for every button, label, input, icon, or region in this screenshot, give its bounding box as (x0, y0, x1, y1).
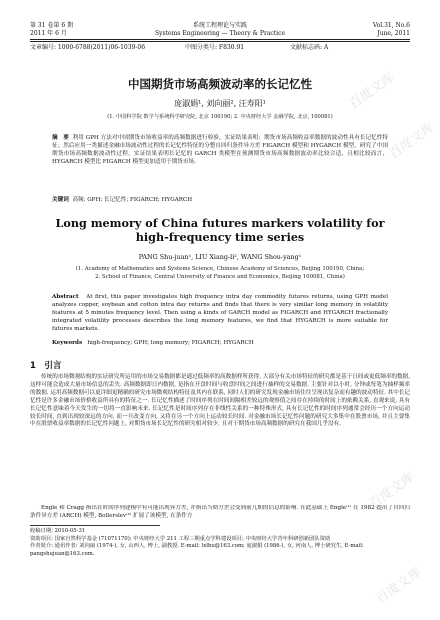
keywords-en-label: Keywords (52, 340, 83, 346)
article-number: 文章编号: 1000-6788(2011)06-1039-06 (30, 44, 146, 51)
intro-paragraph-1: 传统的市场微观结构的实证研究所运用的市场交易数据都是通过低频率的高数据样所获得, 大部分有关市场特征的研究都是基于日间或更低频率的数据, 这样可能会造成大量市场信息的丢失. 高频数据即日内数据, 是指在开盘时间与收盘时间之间进行抽样的交易数据. 主要针对以小时, 分钟或每笔为抽样频率的数据. 运用高频数据可以更详细更精确的研究市场微观结构特征及其内在联系, 同时人们的研究发现金融市场往往呈现出复杂而有趣的波动特征. 其中长记忆性是许多金融市场价格收益所具有的特征之一. 长记忆性描述了时间序列在时间间隔相差较远的观察值之间存在持续的时间上的依赖关系, 直观来说, 具有长记忆性意味着今天发生的一切将一直影响未来. 长记忆性是时间序列存在非线性关系的一种特殊形式, 具有长记忆性的时间序列通常会经历一个方向运动较长时间, 直到出现较深远的方向, 而一旦改变方向, 又将在另一个方向上运动较长时间. 对金融市场长记忆性问题的研究大多集中在股票市场, 并且主要集中在股票收益率数据的长记忆性问题上, 对期货市场长记忆性的研究相对较少, 且对于期货市场高频数据的研究在我国几乎没有. (30, 374, 410, 428)
header-journal-en: Systems Engineering — Theory & Practice (154, 30, 286, 37)
classification-number: 中图分类号: F830.91 (185, 44, 245, 51)
footnote-author: 作者简介: 通讯作者: 刘向丽 (1974-), 女, 山西人, 博士, 副教授. E-mail: lxlbu@163.com; 庞淑娟 (1986-), 女, 河南人, 博士研究生, E-mail: pangshujuan@163.com. (30, 543, 364, 557)
section-heading-introduction: 1 引言 (30, 361, 62, 371)
affiliation-en-line-2: 2. School of Finance, Central University of Finance and Economics, Beijing 100081, China) (95, 274, 345, 280)
document-code: 文献标志码: A (290, 44, 329, 51)
abstract-cn-label: 摘 要 (52, 135, 69, 141)
header-rule (30, 39, 410, 40)
abstract-en-label: Abstract (52, 294, 79, 300)
header-volume-cn: 第 31 卷第 6 期 (30, 22, 74, 29)
watermark-4: 百度文库 (373, 565, 425, 608)
header-date-cn: 2011 年 6 月 (30, 30, 67, 37)
abstract-cn (52, 135, 388, 167)
affiliation-cn: (1. 中国科学院 数学与系统科学研究院, 北京 100190; 2. 中央财经大学 金融学院, 北京, 100081) (107, 114, 333, 120)
watermark-3: 百度文库 (366, 470, 418, 513)
footnotes (30, 528, 410, 558)
watermark-2: 百度文库 (386, 120, 438, 163)
header-volume-en: Vol.31, No.6 (372, 22, 410, 29)
affiliation-en-line-1: (1. Academy of Mathematics and Systems Science, Chinese Academy of Sciences, Beijing 100190, China; (75, 266, 365, 272)
title-en-line-1: Long memory of China futures markers volatility for (55, 216, 385, 230)
footnote-rule (30, 525, 160, 526)
footnote-received: 收稿日期: 2010-05-31 (30, 528, 86, 534)
keywords-cn-label: 关键词 (52, 197, 69, 203)
keywords-en (52, 340, 388, 348)
abstract-cn-text: 利用 GPH 方法对中国期货市场收益率的高频数据进行检验，实证结果表明：期货市场高频收益率数据的波动性具有长记忆性特征；然后应用一类描述金融市场波动性过程的长记忆性特征的分整自回归条件异方差 FIGARCH 模型和 HYGARCH 模型，研究了中国期货市场高频数据波动性过程，实证结果表明长记忆的 GARCH 类模型在预测期货市场高频数据波动率比较合适，且相比较而言，HYGARCH 模型比 FIGARCH 模型更加适用于期货市场. (52, 135, 389, 165)
footnote-fund: 资助项目: 国家自然科学基金 (71071170); 中央财经大学 211 工程三期重点学科建设项目; 中央财经大学青年科研创新团队资助 (30, 535, 331, 542)
watermark-1: 百度文库 (346, 70, 398, 113)
intro-paragraph-2: Engle 和 Cragg 指出在时间序列建模中有可能出现异方差, 并指出当期方差会受到前几期的信息的影响. 在此基础上 Engle⁽¹⁾ 在 1982 提出了自回归条件异方差 (ARCH) 模型, Bollerslev⁽²⁾ 扩展了该模型, 在条件方 (30, 505, 410, 519)
title-cn: 中国期货市场高频波动率的长记忆性 (128, 77, 312, 91)
keywords-en-text: high-frequency; GPH; long memory; FIGARCH; HYGARCH (87, 340, 254, 346)
header-date-en: June, 2011 (377, 30, 410, 37)
header-rule-thin (30, 41, 410, 42)
title-en-line-2: high-frequency time series (135, 230, 305, 244)
keywords-cn (52, 197, 388, 205)
affiliation-en (30, 265, 410, 281)
authors-en: PANG Shu-juan¹, LIU Xiang-li², WANG Shou-yang¹ (138, 253, 302, 261)
abstract-en-text: At first, this paper investigates high frequency intra day commodity futures returns, using GPH model analyzes copper, soybean and cotton intra day returns and finds that there is very similar long memory in volatility features at 5 minutes frequency level. Then using a kinds of GARCH model as FIGARCH and HYGARCH fractionally integrated volatility processes describes the long memory features, we find that HYGARCH is more suitable for futures markets. (52, 294, 388, 332)
authors-cn: 庞淑娟¹, 刘向丽², 汪寿阳¹ (174, 99, 266, 108)
header-journal-cn: 系统工程理论与实践 (192, 22, 247, 29)
keywords-cn-text: 高频; GPH; 长记忆性; FIGARCH; HYGARCH (72, 197, 193, 203)
abstract-en (52, 294, 388, 334)
title-en (30, 216, 410, 244)
